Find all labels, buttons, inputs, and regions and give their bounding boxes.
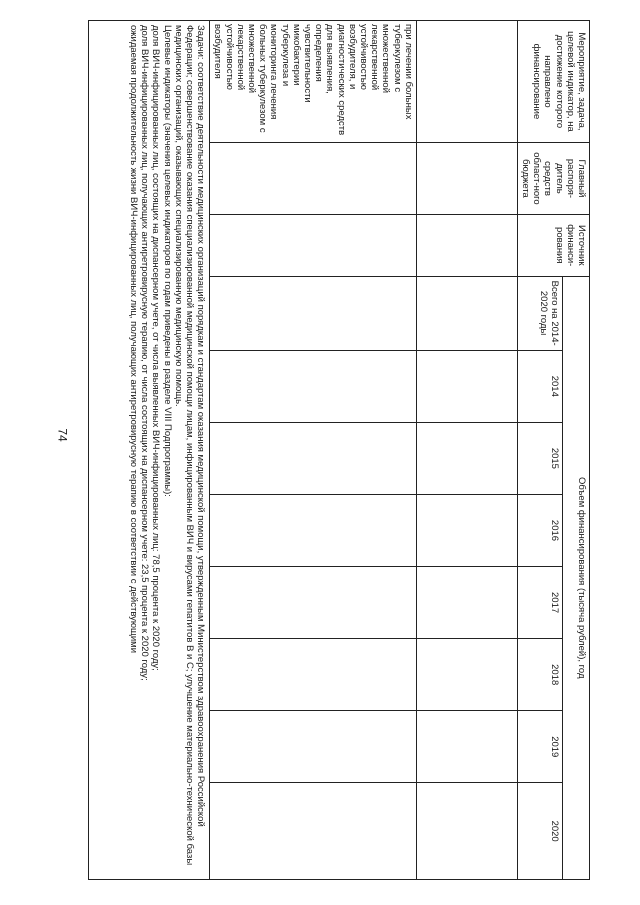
header-row-1	[563, 21, 590, 880]
page-number: 74	[55, 428, 70, 442]
task-line: Задачи: соответствие деятельности медицинских организаций порядкам и стандартам оказания медицинской помощи, утвержденным Министерством здравоохранения Российской Федерации; совершенствование оказания специализированной медицинской помощи лицам, инфицированным ВИЧ и вирусами гепатитов В и С; улучшение материально-технической базы медицинских организаций, оказывающих специализированную медицинскую помощь.	[172, 25, 207, 866]
task-line: Целевые индикаторы (значения целевых индикаторов по годам приведены в разделе VIII Подпрограммы):	[161, 25, 173, 497]
empty-cell	[416, 142, 517, 214]
header-total: Всего на 2014-2020 годы	[517, 276, 562, 350]
header-year: 2016	[517, 494, 562, 566]
empty-cell	[416, 21, 517, 143]
empty-cell	[210, 350, 417, 422]
header-year: 2017	[517, 567, 562, 639]
empty-cell	[416, 350, 517, 422]
empty-row	[416, 21, 517, 880]
header-volume: Объем финансирования (тысяча рублей), год	[563, 276, 590, 879]
header-year: 2019	[517, 711, 562, 783]
empty-cell	[210, 142, 417, 214]
empty-cell	[210, 567, 417, 639]
header-year: 2015	[517, 422, 562, 494]
task-line: ожидаемая продолжительность жизни ВИЧ-инфицированных лиц, получающих антиретровирусную терапию в соответствии с действующими	[127, 25, 139, 653]
task-row	[89, 21, 210, 880]
empty-cell	[210, 422, 417, 494]
header-year: 2020	[517, 783, 562, 880]
empty-cell	[416, 639, 517, 711]
header-activity: Мероприятие, задача, целевой индикатор, на достижение которого направлено финансирование	[517, 21, 589, 143]
empty-cell	[416, 494, 517, 566]
empty-cell	[416, 422, 517, 494]
activity-cell: при лечении больных туберкулезом с множественной лекарственной устойчивостью возбудителя, и диагностических средств для выявления, определения чувствительности микобактерии туберкулеза и мониторинга лечения больных туберкулезом с множественной лекарственной устойчивостью возбудителя	[210, 21, 417, 143]
empty-cell	[210, 215, 417, 277]
empty-cell	[210, 639, 417, 711]
empty-cell	[416, 276, 517, 350]
financing-table	[88, 20, 590, 880]
empty-cell	[416, 567, 517, 639]
task-line: доля ВИЧ-инфицированных лиц, состоящих на диспансерном учете, от числа выявленных ВИЧ-инфицированных лиц: 78,5 процента к 2020 году;	[150, 25, 162, 671]
empty-cell	[416, 215, 517, 277]
header-administrator: Главный распоря-дитель средств област-ного бюджета	[517, 142, 589, 214]
task-line: доля ВИЧ-инфицированных лиц, получающих антиретровирусную терапию, от числа состоящих на диспансерном учете: 23,5 процента к 2020 году;	[139, 25, 151, 681]
header-year: 2014	[517, 350, 562, 422]
empty-cell	[210, 711, 417, 783]
empty-cell	[416, 783, 517, 880]
empty-cell	[210, 276, 417, 350]
header-source: Источник финанси-рования	[517, 215, 589, 277]
task-cell	[89, 21, 210, 880]
rotated-page	[20, 20, 590, 880]
empty-cell	[210, 494, 417, 566]
empty-cell	[210, 783, 417, 880]
activity-row	[210, 21, 417, 880]
empty-cell	[416, 711, 517, 783]
header-year: 2018	[517, 639, 562, 711]
